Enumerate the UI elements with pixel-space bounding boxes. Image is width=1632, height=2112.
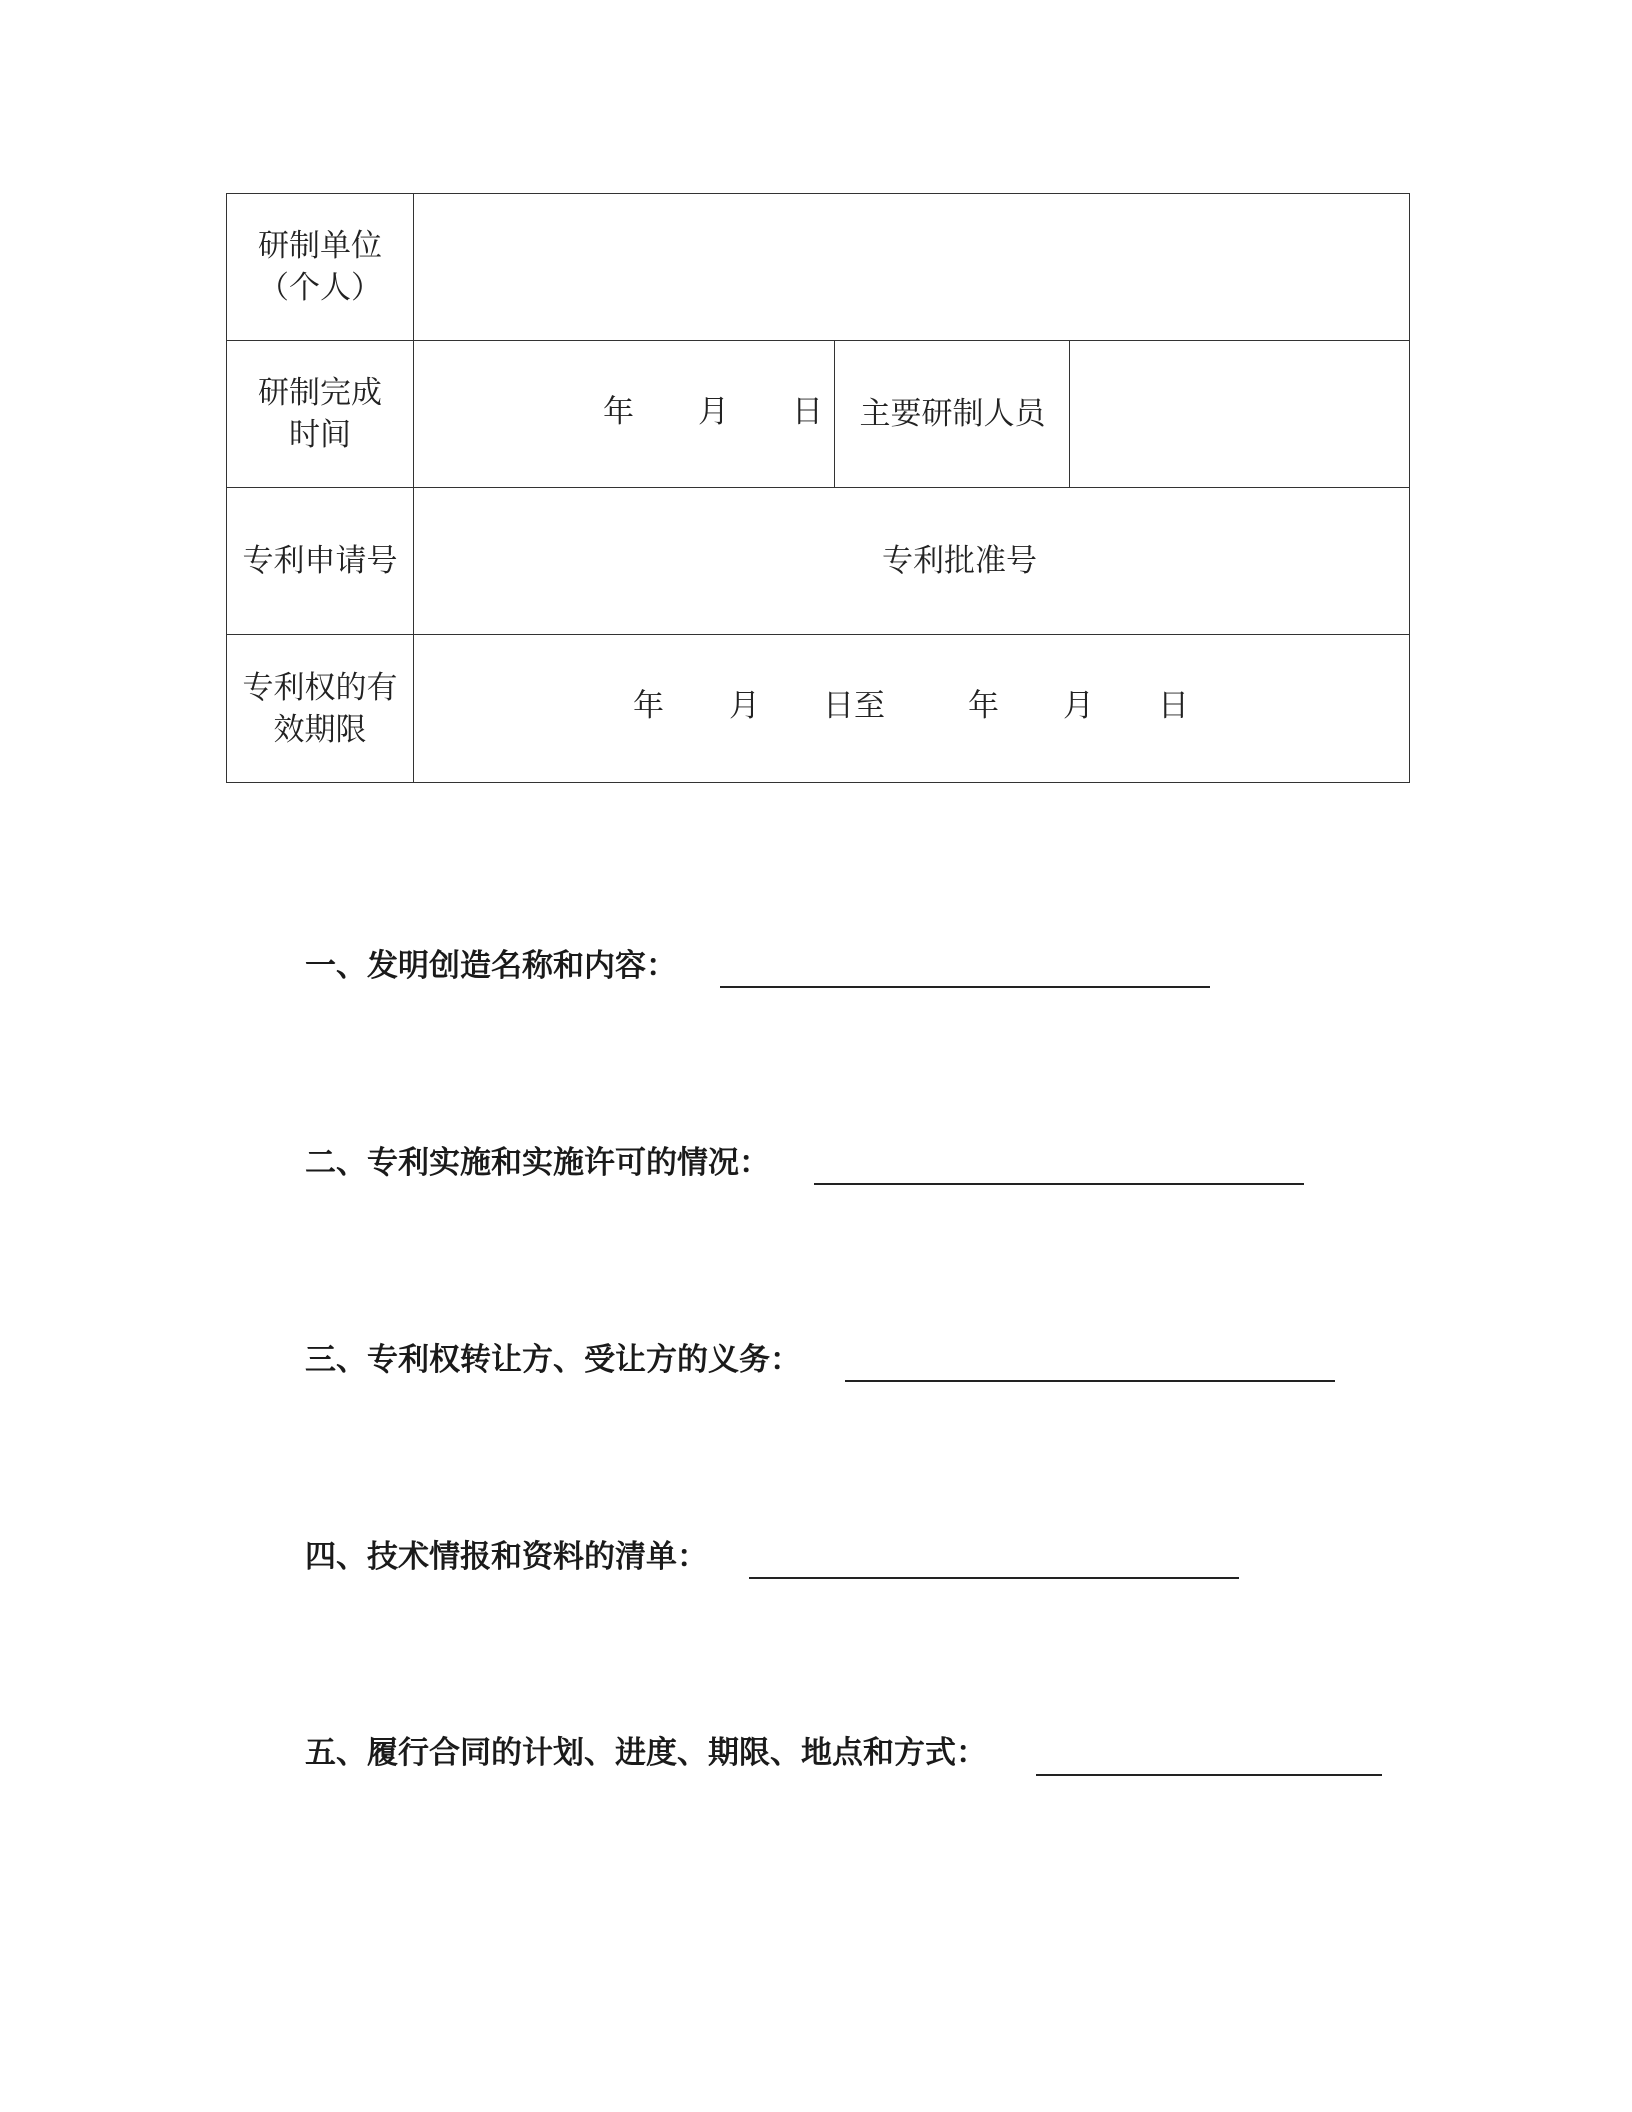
label-patent-application-no-text: 专利申请号 (242, 543, 398, 579)
validity-to-day-unit: 日 (1158, 688, 1189, 724)
completion-day-unit: 日 (792, 394, 823, 430)
field-patent-validity-period[interactable] (415, 635, 1409, 782)
item-transferor-transferee-obligations: 三、专利权转让方、受让方的义务： (305, 1342, 801, 1378)
item-invention-name-content: 一、发明创造名称和内容： (305, 948, 677, 984)
label-patent-validity-period-line2: 效期限 (273, 711, 367, 748)
blank-patent-implementation-license[interactable] (814, 1183, 1304, 1185)
label-completion-time-line1: 研制完成 (258, 375, 382, 411)
info-table (226, 193, 1410, 783)
field-patent-approval-no[interactable] (1071, 488, 1409, 634)
blank-transferor-transferee-obligations[interactable] (845, 1380, 1335, 1382)
blank-technical-info-list[interactable] (749, 1577, 1239, 1579)
label-main-developers-text: 主要研制人员 (859, 396, 1046, 432)
label-completion-time (227, 341, 413, 487)
item-patent-implementation-license: 二、专利实施和实施许可的情况： (305, 1145, 770, 1181)
label-development-unit-line2: （个人） (258, 270, 382, 306)
label-development-unit (227, 194, 413, 340)
completion-month-unit: 月 (698, 394, 729, 430)
label-development-unit-line1: 研制单位 (258, 228, 382, 264)
validity-from-day-to: 日至 (823, 688, 885, 724)
item-technical-info-list: 四、技术情报和资料的清单： (305, 1539, 708, 1575)
label-completion-time-line2: 时间 (289, 417, 351, 453)
table-divider-right-column (1069, 340, 1070, 487)
validity-from-year-unit: 年 (633, 688, 664, 724)
label-patent-approval-no-text: 专利批准号 (882, 543, 1037, 579)
label-patent-application-no (227, 488, 413, 634)
blank-contract-performance-plan[interactable] (1036, 1774, 1382, 1776)
field-development-unit[interactable] (415, 194, 1409, 340)
label-patent-validity-period (227, 635, 413, 782)
validity-to-year-unit: 年 (968, 688, 999, 724)
blank-invention-name-content[interactable] (720, 986, 1210, 988)
table-divider-mid-column (834, 340, 835, 487)
table-divider-label-column (413, 194, 414, 782)
label-patent-validity-period-line1: 专利权的有 (242, 669, 398, 706)
validity-from-month-unit: 月 (729, 688, 760, 724)
field-completion-date[interactable] (415, 341, 834, 487)
label-patent-approval-no (836, 488, 1069, 634)
completion-year-unit: 年 (603, 394, 634, 430)
label-main-developers (836, 341, 1069, 487)
field-patent-application-no[interactable] (415, 488, 834, 634)
validity-to-month-unit: 月 (1063, 688, 1094, 724)
item-contract-performance-plan: 五、履行合同的计划、进度、期限、地点和方式： (305, 1735, 987, 1771)
field-main-developers[interactable] (1071, 341, 1409, 487)
